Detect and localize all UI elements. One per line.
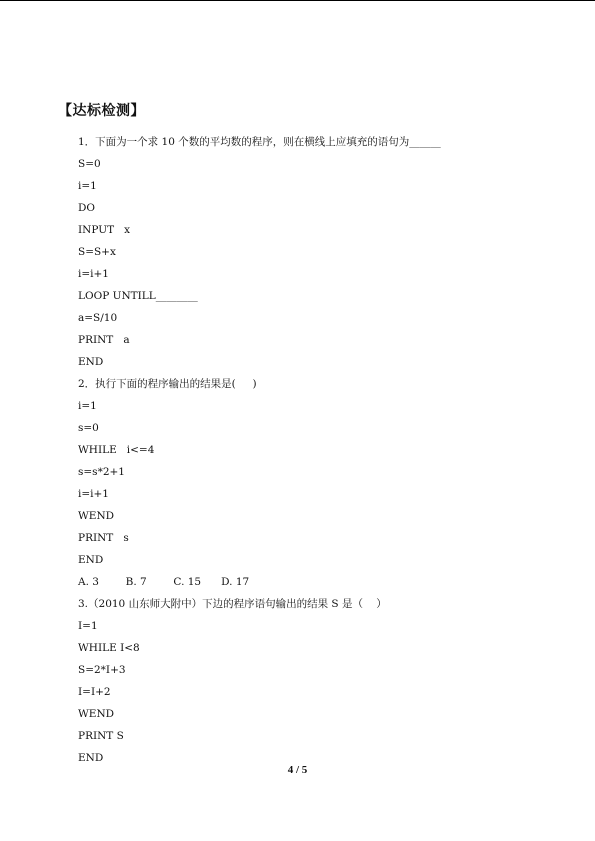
text-line: PRINT S bbox=[78, 730, 124, 742]
text-line: i=i+1 bbox=[78, 488, 109, 500]
section-title: 【达标检测】 bbox=[58, 103, 145, 119]
text-line: i=i+1 bbox=[78, 268, 109, 280]
text-line: WHILE I<8 bbox=[78, 642, 140, 654]
text-line: a=S/10 bbox=[78, 312, 118, 324]
text-line: S=0 bbox=[78, 158, 101, 170]
text-line: PRINT a bbox=[78, 334, 130, 346]
text-line: s=s*2+1 bbox=[78, 466, 125, 478]
text-line: LOOP UNTILL________ bbox=[78, 290, 198, 302]
text-line: I=1 bbox=[78, 620, 98, 632]
page-number: 4 / 5 bbox=[287, 764, 308, 776]
text-line: WHILE i<=4 bbox=[78, 444, 155, 456]
text-line: 2．执行下面的程序输出的结果是( ) bbox=[78, 378, 257, 390]
text-line: DO bbox=[78, 202, 96, 214]
text-line: WEND bbox=[78, 510, 115, 522]
text-line: S=S+x bbox=[78, 246, 116, 258]
text-line: PRINT s bbox=[78, 532, 129, 544]
text-line: END bbox=[78, 752, 104, 764]
header-rule bbox=[0, 0, 595, 1]
text-line: END bbox=[78, 554, 104, 566]
text-line: I=I+2 bbox=[78, 686, 111, 698]
text-line: i=1 bbox=[78, 400, 97, 412]
text-line: S=2*I+3 bbox=[78, 664, 126, 676]
text-line: s=0 bbox=[78, 422, 99, 434]
text-line: 1．下面为一个求 10 个数的平均数的程序，则在横线上应填充的语句为______ bbox=[78, 136, 441, 148]
text-line: INPUT x bbox=[78, 224, 131, 236]
text-line: A. 3 B. 7 C. 15 D. 17 bbox=[78, 576, 250, 588]
question-lines bbox=[78, 131, 578, 769]
text-line: END bbox=[78, 356, 104, 368]
text-line: 3.（2010 山东师大附中）下边的程序语句输出的结果 S 是（ ） bbox=[78, 598, 387, 610]
text-line: i=1 bbox=[78, 180, 97, 192]
text-line: WEND bbox=[78, 708, 115, 720]
